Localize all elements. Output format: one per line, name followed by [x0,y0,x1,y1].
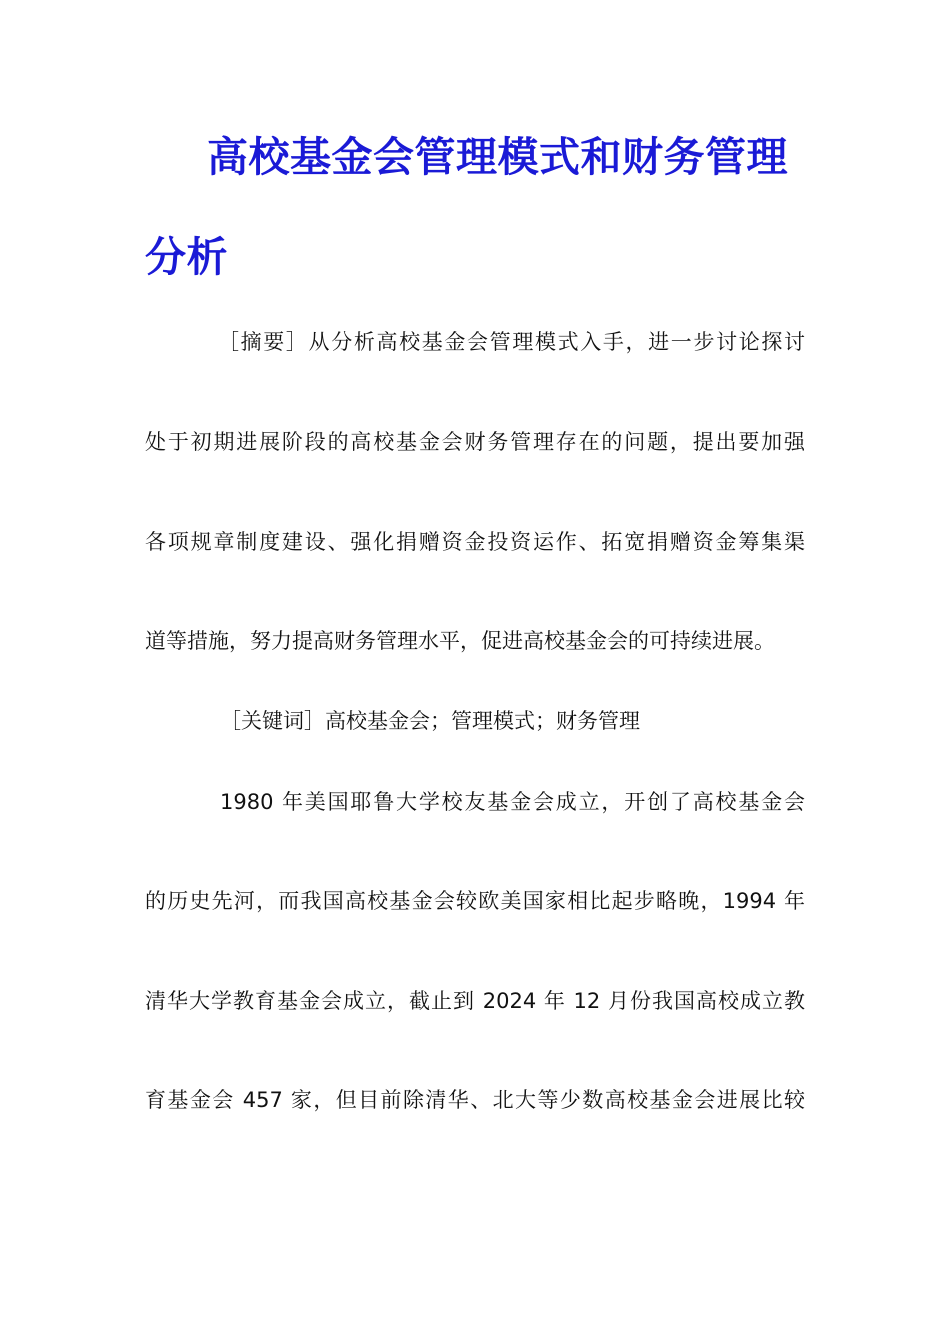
body-line-2: 的历史先河，而我国高校基金会较欧美国家相比起步略晚，1994 年 [145,889,805,913]
body-line-3: 清华大学教育基金会成立，截止到 2024 年 12 月份我国高校成立教 [145,989,805,1013]
document-title-line-2: 分析 [145,233,228,281]
abstract-line-2: 处于初期进展阶段的高校基金会财务管理存在的问题，提出要加强 [145,430,805,454]
body-line-1: 1980 年美国耶鲁大学校友基金会成立，开创了高校基金会 [220,790,805,814]
document-title-line-1: 高校基金会管理模式和财务管理 [207,133,788,181]
abstract-line-1: ［摘要］从分析高校基金会管理模式入手，进一步讨论探讨 [218,330,805,354]
keywords-line: ［关键词］高校基金会；管理模式；财务管理 [220,709,640,733]
abstract-line-4: 道等措施，努力提高财务管理水平，促进高校基金会的可持续进展。 [145,629,775,653]
abstract-line-3: 各项规章制度建设、强化捐赠资金投资运作、拓宽捐赠资金筹集渠 [145,530,805,554]
body-line-4: 育基金会 457 家，但目前除清华、北大等少数高校基金会进展比较 [145,1088,805,1112]
